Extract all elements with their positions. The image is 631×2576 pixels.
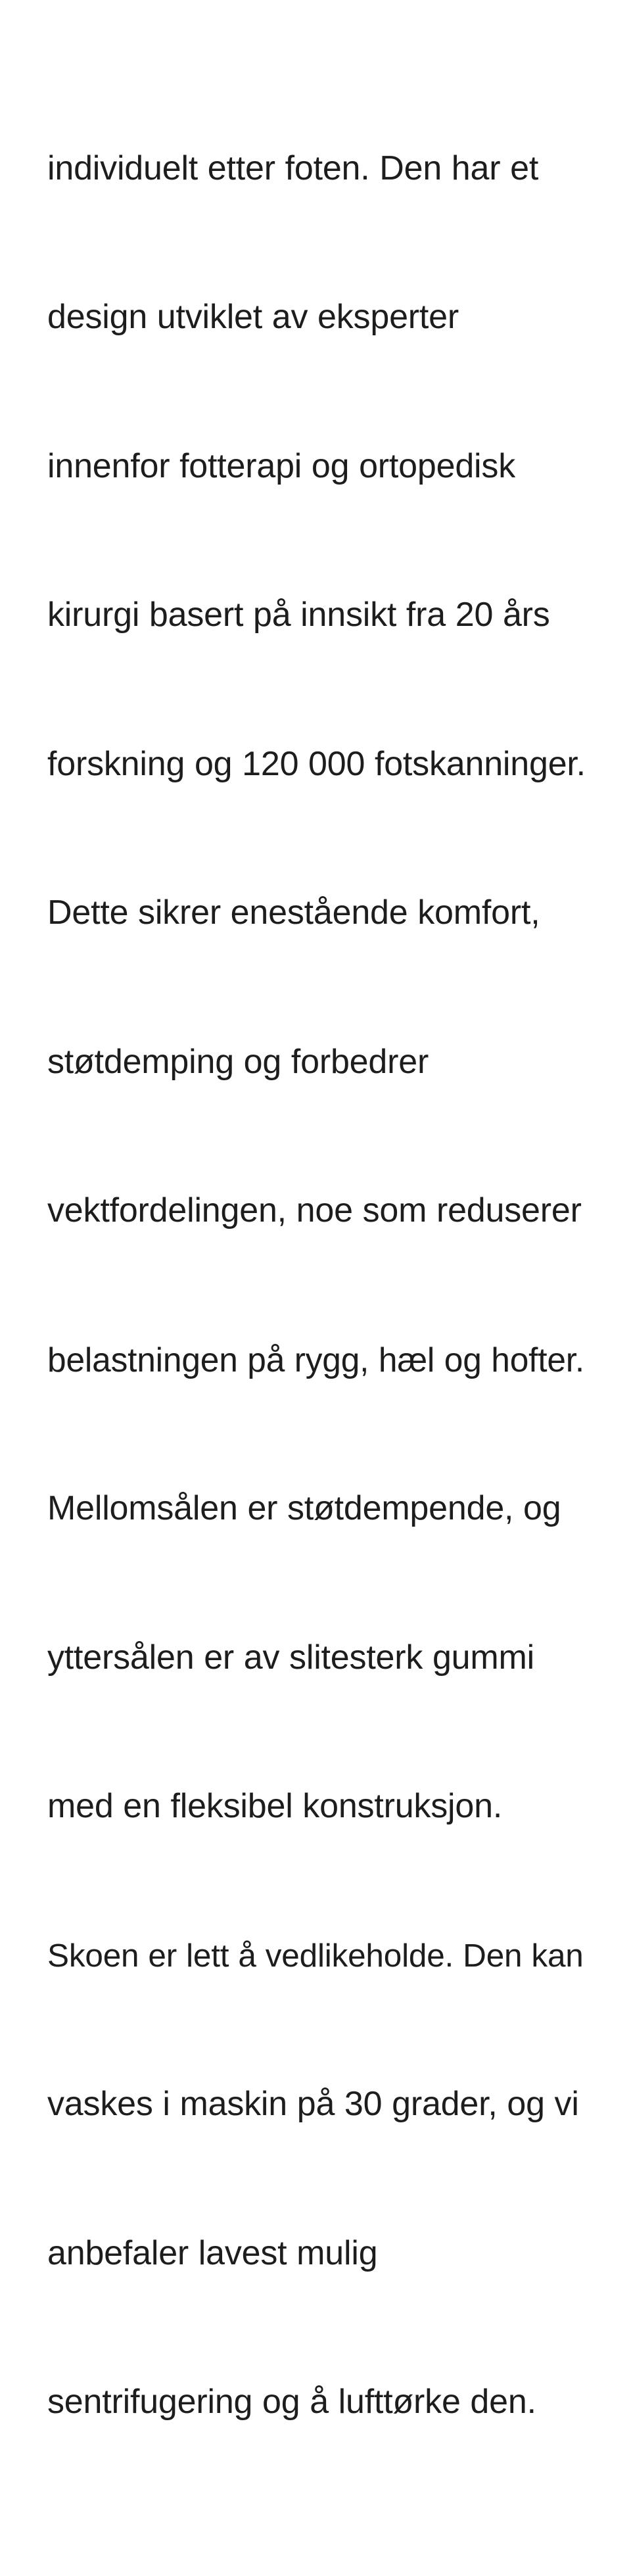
description-line: vektfordelingen, noe som reduserer (47, 1191, 582, 1229)
description-line: forskning og 120 000 fotskanninger. (47, 744, 586, 783)
description-line: med en fleksibel konstruksjon. (47, 1787, 503, 1825)
description-line: Mellomsålen er støtdempende, og (47, 1489, 561, 1527)
product-description-text (47, 0, 586, 2576)
description-line: støtdemping og forbedrer (47, 1042, 429, 1081)
description-line: belastningen på rygg, hæl og hofter. (47, 1340, 585, 1379)
description-line: vaskes i maskin på 30 grader, og vi (47, 2085, 579, 2123)
description-line: individuelt etter foten. Den har et (47, 149, 539, 187)
description-line: sentrifugering og å lufttørke den. (47, 2383, 536, 2421)
description-line: anbefaler lavest mulig (47, 2233, 378, 2272)
description-line: innenfor fotterapi og ortopedisk (47, 446, 516, 485)
description-line: Dette sikrer enestående komfort, (47, 894, 540, 932)
description-line: Skoen er lett å vedlikeholde. Den kan (47, 1937, 584, 1974)
description-line: yttersålen er av slitesterk gummi (47, 1638, 534, 1677)
description-line: design utviklet av eksperter (47, 298, 459, 336)
description-line: kirurgi basert på innsikt fra 20 års (47, 596, 550, 634)
